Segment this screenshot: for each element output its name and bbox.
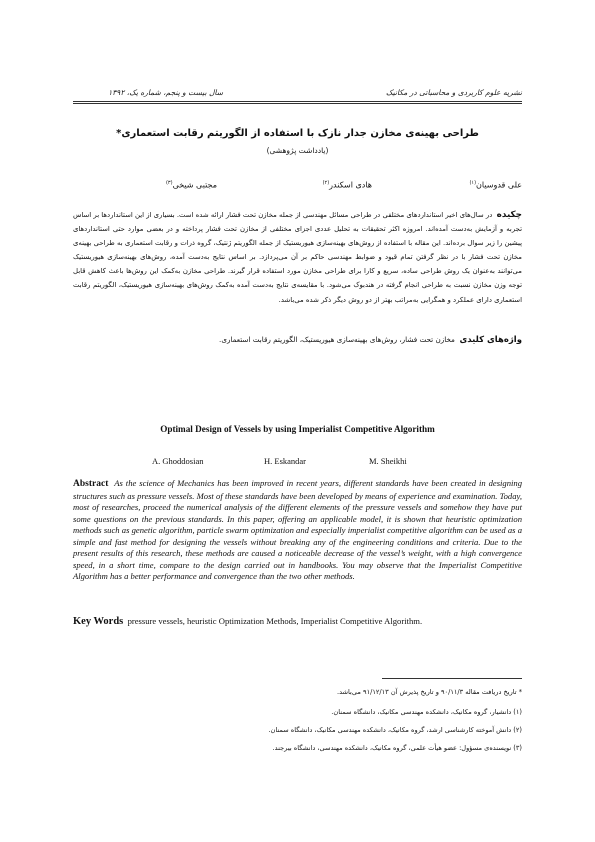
author-fa-3: مجتبی شیخی$^{(۳)}$: [165, 180, 217, 190]
footnote-rule: [382, 678, 522, 679]
author-fa-1: علی قدوسیان$^{(۱)}$: [469, 180, 522, 190]
author-en-2: H. Eskandar: [264, 456, 307, 466]
footnote-author-3: (۳) نویسنده‌ی مسؤول: عضو هیأت علمی، گروه مکانیک، دانشکده مهندسی، دانشگاه بیرجند.: [272, 744, 522, 752]
keywords-fa-text: مخازن تحت فشار، روش‌های بهینه‌سازی هیوریستیک، الگوریتم رقابت استعماری.: [219, 335, 455, 344]
keywords-en-text: pressure vessels, heuristic Optimization Methods, Imperialist Competitive Algorithm.: [127, 616, 423, 626]
author-en-1: A. Ghoddosian: [152, 456, 204, 466]
keywords-en: [73, 616, 522, 627]
abstract-fa: [73, 208, 522, 307]
keywords-en-label: Key Words: [73, 616, 124, 627]
subtitle-fa: (یادداشت پژوهشی): [266, 146, 329, 155]
abstract-fa-label: چکیده: [496, 210, 522, 220]
title-fa: طراحی بهینه‌ی مخازن جدار نازک با استفاده از الگوریتم رقابت استعماری*: [116, 128, 479, 139]
abstract-en-text: As the science of Mechanics has been improved in recent years, different standards have been created in designing structures such as pressure vessels. Most of these standards have been developed by means of experience and examination. Today, most of researches, proceed the numerical analysis of the different elements of the pressure vessels and somehow they have put some questions on the previous standards. In this paper, offering an applicable model, it is shown that heuristic optimization methods such as genetic algorithm, particle swarm optimization and especially imperialist competitive algorithm can be used as a simple and fast method for designing the vessels without breaking any of the engineering conditions and criteria. Due to the present results of this research, these methods are caused a noticeable decrease of the vessel’s weight, with a high convergence speed, in a short time, compare to the design carried out in handbooks. You may observe that the Imperialist Competitive Algorithm has a better performance and convergence than the two other methods.: [73, 478, 523, 582]
abstract-en: [73, 478, 522, 583]
header-rule-top: [73, 101, 522, 102]
author-en-3: M. Sheikhi: [369, 456, 407, 466]
header-rule-bottom: [73, 103, 522, 104]
keywords-fa: [73, 335, 522, 345]
header-issue: سال بیست و پنجم، شماره یک، ۱۳۹۲: [108, 88, 223, 97]
abstract-fa-text: در سال‌های اخیر استانداردهای مختلفی در طراحی مسائل مهندسی از جمله مخازن تحت فشار ارائه شده است. بسیاری از این استانداردها بر اساس تجربه و آزمایش به‌دست آمده‌اند. امروزه اکثر تحقیقات به تحلیل عددی اجزای مختلفی از مخازن تحت فشار پرداخته و در بعضی موارد حتی استانداردهای پیشین را زیر سوال برده‌اند. این مقاله با استفاده از روش‌های بهینه‌سازی هیوریستیک از جمله الگوریتم ژنتیک، گروه ذرات و رقابت استعماری به طراحی بهینه‌ی مخازن تحت فشار با در نظر گرفتن تمام قیود و ضوابط مهندسی حاکم بر آن می‌پردازد. بر اساس نتایج به‌دست آمده، روش‌های بهینه‌سازی هیوریستیک می‌توانند به‌عنوان یک روش طراحی ساده، سریع و کارا برای طراحی مخازن مورد استفاده قرار گیرند. طراحی مخازن به‌کمک این روش‌ها باعث کاهش قابل توجه وزن مخازن نسبت به طراحی انجام گرفته در هندبوک می‌شود. با مقایسه‌ی نتایج به‌دست آمده به‌کمک روش‌های بهینه‌سازی هیوریستیک، الگوریتم رقابت استعماری دارای عملکرد و همگرایی به‌مراتب بهتر از دو روش دیگر ذکر شده می‌باشد.: [73, 211, 522, 304]
keywords-fa-label: واژه‌های کلیدی: [459, 335, 522, 345]
footnote-author-1: (۱) دانشیار، گروه مکانیک، دانشکده مهندسی مکانیک، دانشگاه سمنان.: [331, 708, 522, 716]
title-en: Optimal Design of Vessels by using Imperialist Competitive Algorithm: [160, 424, 435, 434]
footnote-dates: * تاریخ دریافت مقاله ۹۰/۱۱/۳ و تاریخ پذیرش آن ۹۱/۱۲/۱۳ می‌باشد.: [336, 688, 522, 696]
footnote-author-2: (۲) دانش آموخته کارشناسی ارشد، گروه مکانیک، دانشکده مهندسی مکانیک، دانشگاه سمنان.: [268, 726, 522, 734]
abstract-en-label: Abstract: [73, 479, 109, 489]
header-journal: نشریه علوم کاربردی و محاسباتی در مکانیک: [385, 88, 522, 97]
author-fa-2: هادی اسکندر$^{(۲)}$: [322, 180, 372, 190]
